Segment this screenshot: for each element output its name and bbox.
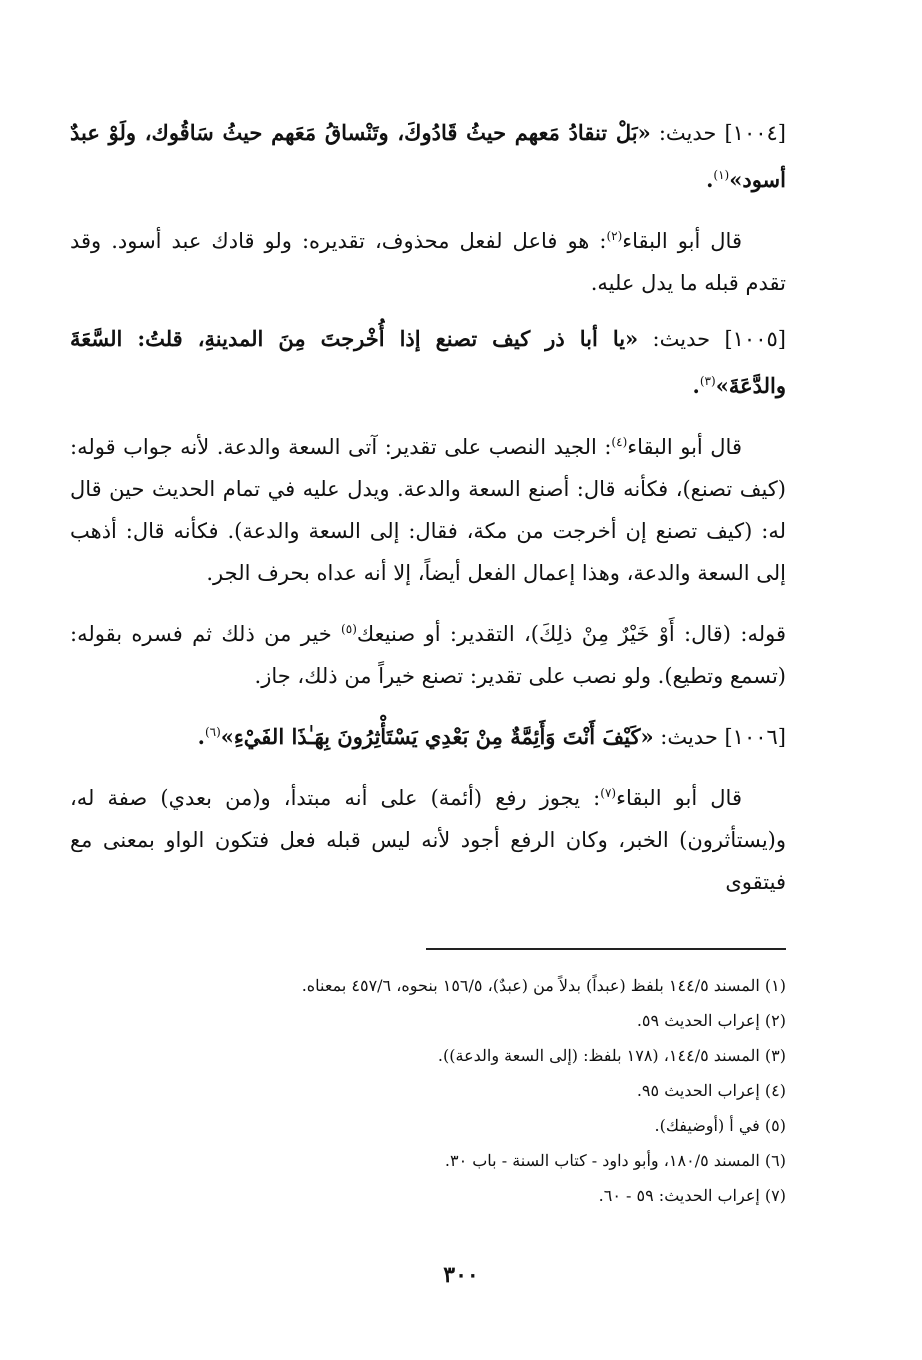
hadith-1004	[70, 112, 786, 201]
page-number: ٣٠٠	[443, 1262, 479, 1288]
footnote-divider	[426, 948, 786, 950]
commentary-1004	[70, 215, 786, 304]
footnote-ref[interactable]: (٢)	[606, 229, 623, 243]
commentary-text: : هو فاعل لفعل محذوف، تقديره: ولو قادك عبد أسود. وقد تقدم قبله ما يدل عليه.	[70, 229, 786, 295]
footnote-1: (١) المسند ١٤٤/٥ بلفظ (عبداً) بدلاً من (عبدٌ)، ١٥٦/٥ بنحوه، ٤٥٧/٦ بمعناه.	[301, 976, 786, 995]
commentary-1005-continued	[70, 608, 786, 697]
footnote-ref[interactable]: (٣)	[699, 374, 716, 388]
hadith-text: «بَلْ تنقادُ مَعهم حيثُ قَادُوكَ، وتَنْساقُ مَعَهم حيثُ سَاقُوك، ولَوْ عبدٌ أسود»	[70, 120, 786, 192]
footnote-ref[interactable]: (٦)	[204, 725, 221, 739]
footnote-7: (٧) إعراب الحديث: ٥٩ - ٦٠.	[598, 1186, 786, 1205]
hadith-number: [١٠٠٤] حديث:	[650, 121, 786, 145]
commentary-lead: قال أبو البقاء	[627, 435, 742, 459]
footnote-5: (٥) في أ (أوضيفك).	[654, 1116, 786, 1135]
hadith-text: «كَيْفَ أَنْتَ وَأَئِمَّةٌ مِنْ بَعْدِي يَسْتَأْثِرُونَ بِهَـٰذَا الفَيْءِ»	[220, 724, 654, 749]
hadith-text: «يا أبا ذر كيف تصنع إذا أُخْرجتَ مِنَ المدينةِ، قلتُ: السَّعَةَ والدَّعَةَ»	[70, 326, 786, 398]
commentary-lead: قال أبو البقاء	[616, 786, 742, 810]
footnote-ref[interactable]: (٧)	[600, 786, 617, 800]
footnote-ref[interactable]: (١)	[713, 168, 730, 182]
commentary-lead: قال أبو البقاء	[622, 229, 742, 253]
commentary-lead: قوله: (قال: أَوْ خَيْرٌ مِنْ ذلِكَ)، التقدير: أو صنيعك	[356, 622, 786, 646]
commentary-1005	[70, 421, 786, 594]
footnote-ref[interactable]: (٤)	[611, 435, 628, 449]
footnote-6: (٦) المسند ١٨٠/٥، وأبو داود - كتاب السنة - باب ٣٠.	[444, 1151, 786, 1170]
footnote-4: (٤) إعراب الحديث ٩٥.	[636, 1081, 786, 1100]
footnote-2: (٢) إعراب الحديث ٥٩.	[636, 1011, 786, 1030]
period: .	[706, 167, 714, 192]
commentary-1006	[70, 772, 786, 903]
period: .	[197, 724, 205, 749]
footnote-ref[interactable]: (٥)	[341, 622, 357, 636]
period: .	[692, 373, 700, 398]
footnote-3: (٣) المسند ١٤٤/٥، (١٧٨ بلفظ: (إلى السعة والدعة)).	[437, 1046, 786, 1065]
hadith-number: [١٠٠٦] حديث:	[653, 725, 786, 749]
commentary-text: : يجوز رفع (أئمة) على أنه مبتدأ، و(من بعدي) صفة له، و(يستأثرون) الخبر، وكان الرفع أجود لأنه ليس قبله فعل فتكون الواو بمعنى مع فيتقوى	[70, 786, 786, 894]
commentary-text: خير من ذلك ثم فسره بقوله: (تسمع وتطيع). ولو نصب على تقدير: تصنع خيراً من ذلك، جاز.	[70, 622, 786, 688]
commentary-text: : الجيد النصب على تقدير: آتى السعة والدعة. لأنه جواب قوله: (كيف تصنع)، فكأنه قال: أصنع السعة والدعة. ويدل عليه في تمام الحديث حين قال له: (كيف تصنع إن أخرجت من مكة، فقال: إلى السعة والدعة). فكأنه قال: أذهب إلى السعة والدعة، وهذا إعمال الفعل أيضاً، إلا أنه عداه بحرف الجر.	[70, 435, 786, 585]
footnotes-list	[86, 968, 786, 1213]
hadith-1006	[70, 711, 786, 758]
hadith-1005	[70, 318, 786, 407]
hadith-number: [١٠٠٥] حديث:	[638, 327, 786, 351]
